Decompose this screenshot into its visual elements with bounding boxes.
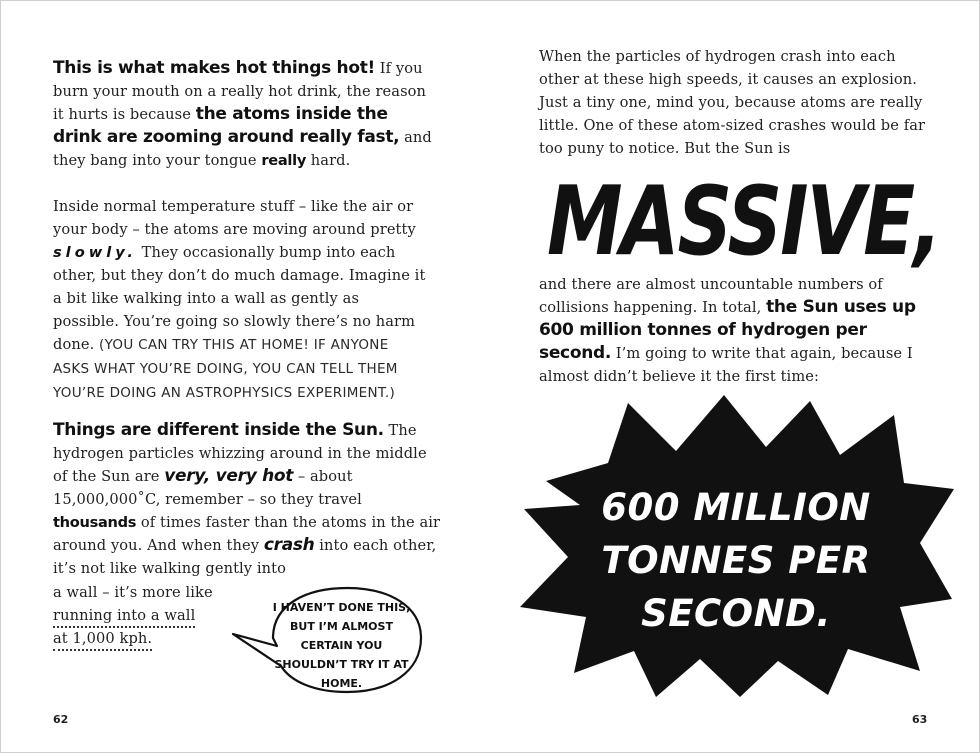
text: of times faster than the atoms in the air around you. And when they — [53, 514, 441, 554]
speech-bubble — [229, 576, 434, 701]
starburst-line: SECOND. — [641, 592, 831, 635]
emphasis-text: the atoms inside the drink are zooming around really fast, — [53, 104, 400, 147]
page-number: 63 — [912, 713, 928, 726]
text: – about 15,000,000˚C, remember – so they travel — [53, 468, 362, 508]
text: hard. — [306, 152, 351, 169]
dotted-underlined-text: running into a wall — [53, 607, 195, 628]
text: into each other, it’s not like walking gently into — [53, 537, 437, 577]
emphasis-slowly: slowly. — [53, 244, 137, 261]
handwritten-aside: (YOU CAN TRY THIS AT HOME! IF ANYONE ASKS WHAT YOU’RE DOING, YOU CAN TELL THEM YOU’RE DOING AN ASTROPHYSICS EXPERIMENT.) — [53, 337, 398, 401]
heading-hot-things: This is what makes hot things hot! — [53, 58, 376, 78]
starburst-line: 600 MILLION — [601, 486, 871, 529]
paragraph-explosion: When the particles of hydrogen crash into each other at these high speeds, it causes an explosion. Just a tiny one, mind you, because atoms are really little. One of these atom-sized crashes would be far too puny to notice. But the Sun is — [539, 48, 926, 157]
paragraph-hot-things — [53, 57, 433, 172]
paragraph-normal-temperature — [53, 195, 428, 405]
massive-display-text: MASSIVE, — [547, 165, 941, 277]
starburst-text — [556, 481, 916, 640]
text: Inside normal temperature stuff – like the air or your body – the atoms are moving around pretty — [53, 198, 416, 238]
paragraph-inside-sun-tail — [53, 581, 218, 650]
text: If you burn your mouth on a really hot drink, the reason it hurts is because — [53, 60, 427, 123]
text: and there are almost uncountable numbers of collisions happening. In total, — [539, 276, 883, 316]
starburst-callout — [516, 393, 956, 698]
emphasis-text: really — [261, 152, 307, 169]
emphasis-text: the Sun uses up 600 million tonnes of hydrogen per second. — [539, 297, 916, 363]
paragraph-collisions — [539, 273, 939, 388]
starburst-line: TONNES PER — [601, 539, 871, 582]
dotted-underlined-text: at 1,000 kph. — [53, 630, 152, 651]
text: The hydrogen particles whizzing around in the middle of the Sun are — [53, 422, 427, 485]
right-page — [491, 1, 980, 752]
text: and they bang into your tongue — [53, 129, 432, 169]
emphasis-crash: crash — [263, 535, 315, 555]
left-page — [1, 1, 491, 752]
text: They occasionally bump into each other, but they don’t do much damage. Imagine it a bit like walking into a wall as gently as possible. You’re going so slowly there’s no harm done. — [53, 244, 426, 353]
emphasis-text: very, very hot — [164, 466, 294, 486]
text: I’m going to write that again, because I almost didn’t believe it the first time: — [539, 345, 913, 385]
emphasis-text: thousands — [53, 514, 137, 531]
speech-bubble-text: I HAVEN’T DONE THIS, BUT I’M ALMOST CERTAIN YOU SHOULDN’T TRY IT AT HOME. — [272, 601, 411, 690]
page-number: 62 — [53, 713, 69, 726]
text-line: a wall – it’s more like — [53, 584, 213, 601]
heading-inside-sun: Things are different inside the Sun. — [53, 420, 384, 440]
paragraph-inside-sun — [53, 419, 443, 580]
